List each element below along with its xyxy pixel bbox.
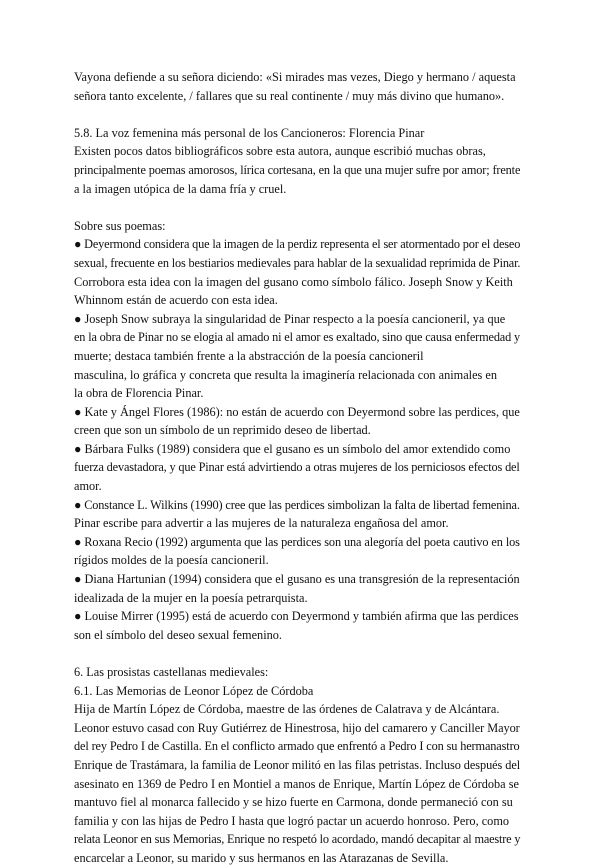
text-line: principalmente poemas amorosos, lírica cortesana, en la que una mujer sufre por amor; frente: [74, 162, 521, 177]
text-line: fuerza devastadora, y que Pinar está advirtiendo a otras mujeres de los perniciosos efectos del: [74, 460, 520, 475]
text-line: sexual, frecuente en los bestiarios medievales para hablar de la sexualidad reprimida de Pinar.: [74, 255, 521, 270]
intro-paragraph: [74, 68, 520, 105]
text-line: creen que son un símbolo de un reprimido deseo de libertad.: [74, 423, 371, 438]
text-line: la obra de Florencia Pinar.: [74, 386, 204, 401]
section-subheading: 6.1. Las Memorias de Leonor López de Córdoba: [74, 683, 314, 698]
bullet-line: ● Roxana Recio (1992) argumenta que las perdices son una alegoría del poeta cautivo en los: [74, 534, 520, 549]
text-line: Pinar escribe para advertir a las mujeres de la naturaleza engañosa del amor.: [74, 516, 449, 531]
section-5-8: [74, 124, 520, 198]
text-line: en la obra de Pinar no se elogia al amado ni el amor es exaltado, sino que causa enfermedad y: [74, 330, 520, 345]
text-line: amor.: [74, 479, 102, 494]
poems-section: [74, 217, 520, 645]
text-line: del rey Pedro I de Castilla. En el conflicto armado que enfrentó a Pedro I con su hermanastro: [74, 739, 520, 754]
text-line: señora tanto excelente, / fallares que su real continente / muy más divino que humano».: [74, 88, 505, 103]
text-line: son el símbolo del deseo sexual femenino.: [74, 627, 282, 642]
text-line: Vayona defiende a su señora diciendo: «Si mirades mas vezes, Diego y hermano / aquesta: [74, 70, 516, 84]
text-line: muerte; destaca también frente a la abstracción de la poesía cancioneril: [74, 348, 424, 363]
text-line: Existen pocos datos bibliográficos sobre esta autora, aunque escribió muchas obras,: [74, 144, 486, 159]
text-line: Whinnom están de acuerdo con esta idea.: [74, 293, 278, 308]
text-line: Corrobora esta idea con la imagen del gusano como símbolo fálico. Joseph Snow y Keith: [74, 274, 513, 289]
section-heading: 6. Las prosistas castellanas medievales:: [74, 665, 269, 679]
text-line: familia y con las hijas de Pedro I hasta que logró pactar un acuerdo honroso. Pero, como: [74, 813, 510, 828]
text-line: encarcelar a Leonor, su marido y sus hermanos en las Atarazanas de Sevilla.: [74, 850, 449, 865]
text-line: masculina, lo gráfica y concreta que resulta la imaginería relacionada con animales en: [74, 367, 498, 382]
text-line: Enrique de Trastámara, la familia de Leonor militó en las filas petristas. Incluso después del: [74, 757, 521, 772]
text-line: asesinato en 1369 de Pedro I en Montiel a manos de Enrique, Martín López de Córdoba se: [74, 776, 519, 791]
bullet-line: ● Deyermond considera que la imagen de la perdiz representa el ser atormentado por el deseo: [74, 237, 521, 252]
bullet-line: ● Diana Hartunian (1994) considera que el gusano es una transgresión de la representación: [74, 572, 520, 587]
bullet-line: ● Kate y Ángel Flores (1986): no están de acuerdo con Deyermond sobre las perdices, que: [74, 404, 520, 419]
bullet-line: ● Joseph Snow subraya la singularidad de Pinar respecto a la poesía cancioneril, ya que: [74, 311, 506, 326]
text-line: Leonor estuvo casad con Ruy Gutiérrez de Hinestrosa, hijo del camarero y Canciller Mayor: [74, 720, 520, 735]
text-line: relata Leonor en sus Memorias, Enrique no respetó lo acordado, mandó decapitar al maestre y: [74, 832, 521, 847]
section-heading: Sobre sus poemas:: [74, 218, 166, 233]
text-line: Hija de Martín López de Córdoba, maestre de las órdenes de Calatrava y de Alcántara.: [74, 702, 500, 717]
text-line: idealizada de la mujer en la poesía petrarquista.: [74, 590, 308, 605]
bullet-line: ● Louise Mirrer (1995) está de acuerdo con Deyermond y también afirma que las perdices: [74, 609, 519, 624]
bullet-line: ● Bárbara Fulks (1989) considera que el gusano es un símbolo del amor extendido como: [74, 441, 511, 456]
bullet-line: ● Constance L. Wilkins (1990) cree que las perdices simbolizan la falta de libertad femenina.: [74, 497, 520, 512]
section-6: [74, 663, 520, 868]
text-line: a la imagen utópica de la dama fría y cruel.: [74, 181, 287, 196]
text-line: mantuvo fiel al monarca fallecido y se hizo fuerte en Carmona, donde permaneció con su: [74, 795, 513, 810]
text-line: rígidos moldes de la poesía cancioneril.: [74, 553, 269, 568]
section-heading: 5.8. La voz femenina más personal de los Cancioneros: Florencia Pinar: [74, 125, 425, 140]
